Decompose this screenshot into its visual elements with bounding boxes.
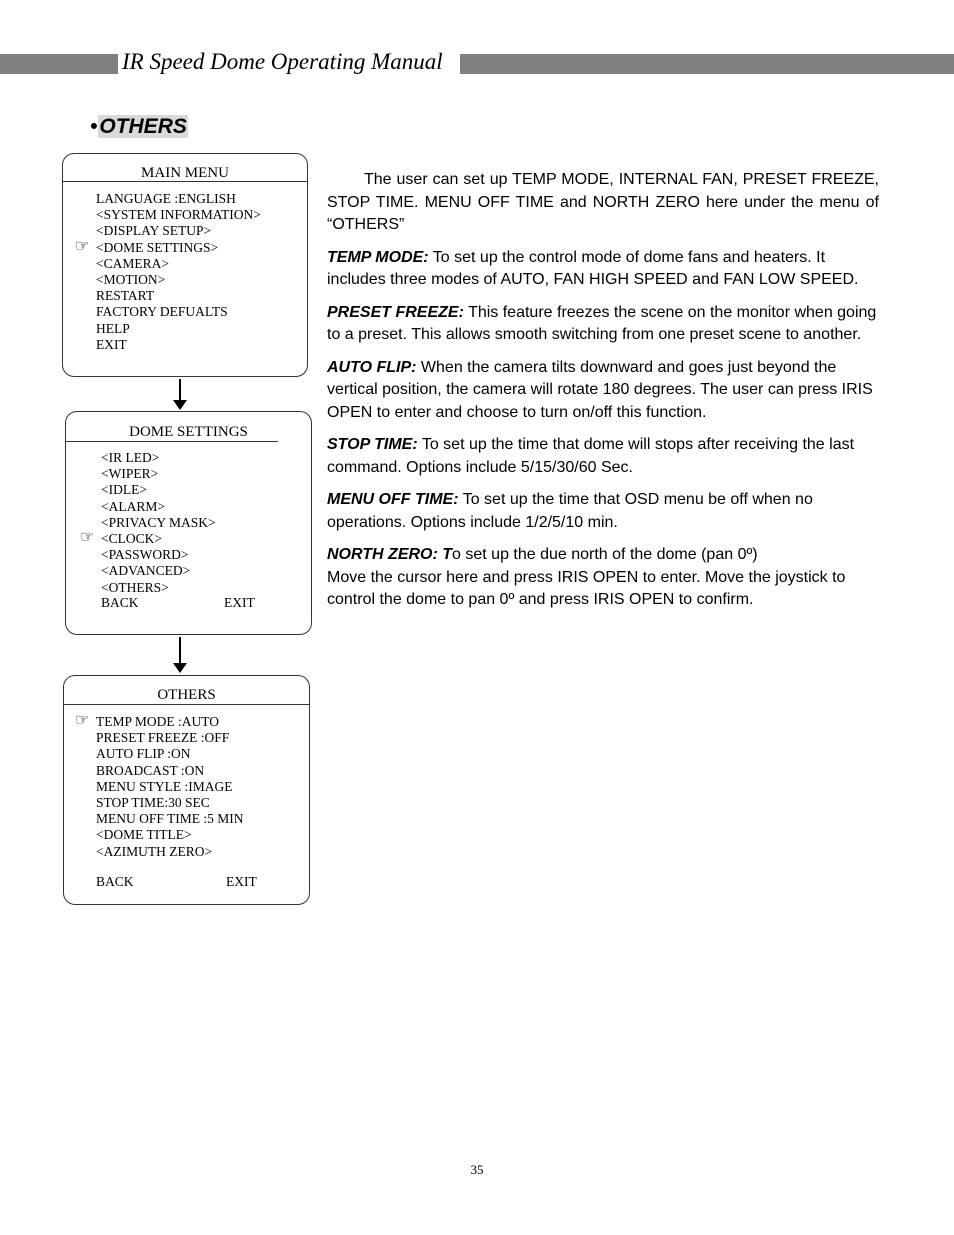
main-menu-list bbox=[75, 191, 261, 353]
others-menu-item-label: AUTO FLIP :ON bbox=[96, 746, 191, 762]
back-option[interactable]: BACK bbox=[96, 874, 134, 889]
dome-settings-item-label: <IDLE> bbox=[101, 482, 147, 498]
main-menu-item-label: <SYSTEM INFORMATION> bbox=[96, 207, 261, 223]
arrow-down-icon bbox=[173, 379, 187, 410]
main-menu-item[interactable] bbox=[96, 288, 261, 304]
dome-settings-item-label: <IR LED> bbox=[101, 450, 160, 465]
setting-term: PRESET FREEZE: bbox=[327, 303, 464, 321]
main-menu-divider bbox=[63, 181, 307, 182]
main-menu-item[interactable] bbox=[96, 191, 261, 207]
dome-settings-item[interactable] bbox=[101, 466, 216, 482]
dome-settings-item-label: <ADVANCED> bbox=[101, 563, 191, 579]
main-menu-box bbox=[62, 153, 308, 377]
dome-settings-item-label: <OTHERS> bbox=[101, 579, 169, 595]
others-menu-item-label: STOP TIME:30 SEC bbox=[96, 794, 210, 810]
main-menu-item-label: <MOTION> bbox=[96, 271, 166, 287]
dome-settings-item[interactable] bbox=[101, 450, 216, 466]
main-menu-item[interactable] bbox=[96, 256, 261, 272]
main-menu-item[interactable] bbox=[96, 304, 261, 320]
others-menu-box bbox=[63, 675, 310, 905]
dome-settings-item-label: <WIPER> bbox=[101, 466, 159, 482]
dome-settings-box bbox=[65, 411, 312, 635]
others-menu-item[interactable] bbox=[96, 730, 244, 746]
section-title: OTHERS bbox=[99, 115, 187, 138]
others-menu-item[interactable] bbox=[96, 746, 244, 762]
hand-pointer-icon: ☞ bbox=[75, 237, 90, 255]
dome-settings-item-label: <ALARM> bbox=[101, 498, 165, 514]
others-menu-item[interactable] bbox=[96, 844, 244, 860]
main-menu-item-label: <DISPLAY SETUP> bbox=[96, 223, 212, 239]
page-number: 35 bbox=[470, 1162, 484, 1177]
setting-term: AUTO FLIP: bbox=[327, 358, 417, 376]
setting-text: To set up the time that OSD menu be off when no operations. Options include 1/2/5/10 min. bbox=[327, 491, 813, 531]
main-menu-item-label: LANGUAGE :ENGLISH bbox=[96, 191, 236, 206]
dome-settings-divider bbox=[66, 441, 278, 442]
dome-settings-item[interactable] bbox=[80, 528, 216, 547]
dome-settings-item[interactable] bbox=[101, 482, 216, 498]
others-menu-item[interactable] bbox=[96, 779, 244, 795]
dome-settings-list bbox=[80, 450, 216, 596]
setting-text: When the camera tilts downward and goes just beyond the vertical position, the camera will rotate 180 degrees. The user can press IRIS OPEN to enter and choose to turn on/off this function. bbox=[327, 358, 873, 421]
main-menu-item-label: <CAMERA> bbox=[96, 255, 169, 271]
setting-text: o set up the due north of the dome (pan 0º) Move the cursor here and press IRIS OPEN to enter. Move the joystick to control the dome to pan 0º and press IRIS OPEN to confirm. bbox=[327, 546, 846, 608]
dome-settings-item[interactable] bbox=[101, 499, 216, 515]
setting-description bbox=[327, 357, 879, 425]
header-bar-right bbox=[460, 54, 954, 74]
hand-pointer-icon: ☞ bbox=[75, 712, 90, 729]
setting-description bbox=[327, 247, 879, 292]
setting-term: TEMP MODE: bbox=[327, 248, 429, 266]
others-menu-divider bbox=[64, 704, 309, 705]
setting-text: To set up the time that dome will stops after receiving the last command. Options include 5/15/30/60 Sec. bbox=[327, 436, 855, 476]
setting-description bbox=[327, 434, 879, 479]
exit-option[interactable]: EXIT bbox=[224, 595, 255, 610]
setting-description bbox=[327, 544, 879, 612]
others-menu-item[interactable] bbox=[96, 763, 244, 779]
others-menu-list bbox=[75, 712, 244, 860]
section-heading bbox=[90, 112, 188, 142]
others-menu-item-label: TEMP MODE :AUTO bbox=[96, 714, 220, 729]
setting-text: This feature freezes the scene on the monitor when going to a preset. This allows smooth switching from one preset scene to another. bbox=[327, 303, 877, 343]
arrow-down-icon bbox=[173, 637, 187, 674]
header-bar-left bbox=[0, 54, 118, 74]
back-option[interactable]: BACK bbox=[101, 595, 139, 610]
setting-term: NORTH ZERO: T bbox=[327, 546, 453, 563]
setting-term: STOP TIME: bbox=[327, 436, 418, 453]
others-menu-item-label: BROADCAST :ON bbox=[96, 762, 205, 778]
main-menu-item-label: FACTORY DEFUALTS bbox=[96, 304, 228, 320]
others-menu-item[interactable] bbox=[96, 811, 244, 827]
dome-settings-item[interactable] bbox=[101, 563, 216, 579]
dome-settings-item-label: <CLOCK> bbox=[101, 530, 162, 546]
main-menu-item-label: RESTART bbox=[96, 288, 155, 304]
main-menu-item[interactable] bbox=[96, 223, 261, 239]
description-text bbox=[327, 169, 879, 622]
dome-settings-item[interactable] bbox=[101, 580, 216, 596]
main-menu-item[interactable] bbox=[96, 272, 261, 288]
main-menu-item[interactable] bbox=[96, 207, 261, 223]
dome-settings-footer bbox=[101, 595, 301, 611]
setting-term: MENU OFF TIME: bbox=[327, 491, 459, 508]
others-menu-item[interactable] bbox=[96, 827, 244, 843]
main-menu-item[interactable] bbox=[96, 321, 261, 337]
manual-title: IR Speed Dome Operating Manual bbox=[122, 49, 443, 74]
main-menu-item-label: EXIT bbox=[96, 336, 127, 352]
intro-paragraph: The user can set up TEMP MODE, INTERNAL FAN, PRESET FREEZE, STOP TIME. MENU OFF TIME and NORTH ZERO here under the menu of “OTHERS” bbox=[327, 171, 879, 233]
others-menu-footer bbox=[96, 874, 296, 890]
description-list bbox=[327, 247, 879, 612]
dome-settings-item-label: <PASSWORD> bbox=[101, 547, 189, 563]
setting-text: To set up the control mode of dome fans and heaters. It includes three modes of AUTO, FAN HIGH SPEED and FAN LOW SPEED. bbox=[327, 248, 859, 288]
dome-settings-item[interactable] bbox=[101, 547, 216, 563]
hand-pointer-icon: ☞ bbox=[80, 528, 95, 546]
others-menu-item-label: PRESET FREEZE :OFF bbox=[96, 730, 230, 746]
setting-description bbox=[327, 302, 879, 347]
others-menu-item[interactable] bbox=[96, 795, 244, 811]
others-menu-item-label: MENU STYLE :IMAGE bbox=[96, 778, 233, 794]
dome-settings-title: DOME SETTINGS bbox=[129, 424, 248, 440]
others-menu-title: OTHERS bbox=[157, 687, 216, 703]
others-menu-item-label: MENU OFF TIME :5 MIN bbox=[96, 811, 244, 827]
others-menu-item-label: <DOME TITLE> bbox=[96, 827, 192, 843]
main-menu-title: MAIN MENU bbox=[141, 165, 229, 181]
main-menu-item-label: HELP bbox=[96, 320, 130, 336]
setting-description bbox=[327, 489, 879, 534]
main-menu-item[interactable] bbox=[96, 337, 261, 353]
exit-option[interactable]: EXIT bbox=[226, 874, 257, 889]
bullet: • bbox=[90, 115, 98, 138]
others-menu-item-label: <AZIMUTH ZERO> bbox=[96, 843, 213, 859]
main-menu-item-label: <DOME SETTINGS> bbox=[96, 239, 219, 255]
others-menu-item[interactable] bbox=[75, 712, 244, 730]
main-menu-item[interactable] bbox=[75, 237, 261, 256]
dome-settings-item[interactable] bbox=[101, 515, 216, 531]
dome-settings-item-label: <PRIVACY MASK> bbox=[101, 514, 216, 530]
